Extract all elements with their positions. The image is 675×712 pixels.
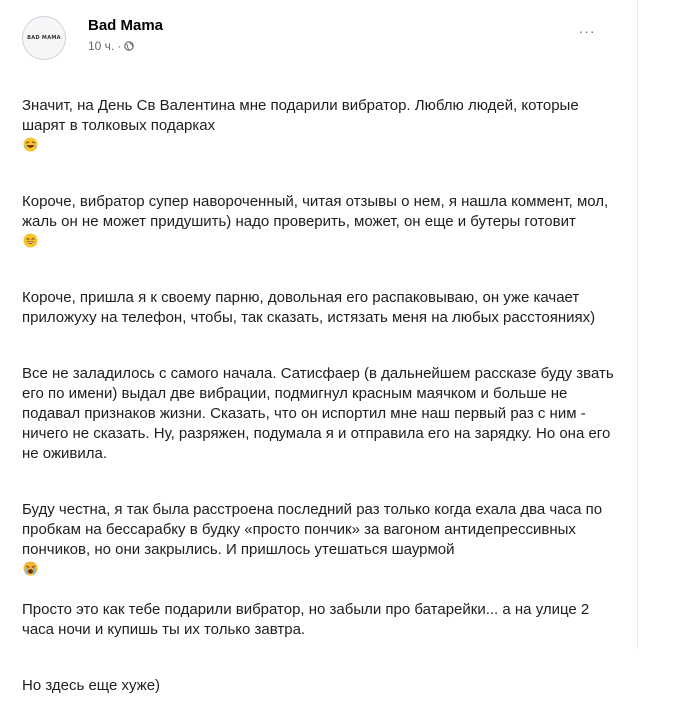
post-time[interactable]: 10 ч. (88, 39, 115, 53)
post-paragraph (22, 580, 622, 640)
avatar-logo-text: BAD MAMA (27, 35, 61, 41)
facebook-post (2, 0, 638, 694)
paragraph-text: Все не заладилось с самого начала. Сатисфаер (в дальнейшем рассказе буду звать его по имени) выдал две вибрации, подмигнул красным маячком и больше не подавал признаков жизни. Сказать, что он испортил мне наш первый раз с ним - ничего не сказать. Ну, разряжен, подумала я и отправила его на зарядку. Но она его не оживила. (22, 365, 614, 462)
paragraph-text: Короче, вибратор супер навороченный, читая отзывы о нем, я нашла коммент, мол, жаль он не может придушить) надо проверить, может, он еще и бутеры готовит (22, 193, 609, 230)
paragraph-text: Просто это как тебе подарили вибратор, но забыли про батарейки... а на улице 2 часа ночи и купишь ты их только завтра. (22, 601, 590, 638)
laughing-face-emoji (23, 137, 38, 152)
paragraph-text: Короче, пришла я к своему парню, довольная его распаковываю, он уже качает приложуху на телефон, чтобы, так сказать, истязать меня на любых расстояниях) (22, 289, 596, 326)
post-paragraph (22, 172, 622, 252)
more-dots-icon: ··· (578, 23, 596, 39)
post-body (22, 76, 622, 712)
post-meta (88, 39, 134, 53)
post-header (22, 14, 621, 62)
paragraph-text: Значит, на День Св Валентина мне подарили вибратор. Люблю людей, которые шарят в толковых подарках (22, 97, 579, 134)
post-paragraph (22, 344, 622, 464)
author-name[interactable]: Bad Mama (88, 17, 164, 34)
post-paragraph (22, 76, 622, 156)
smiling-face-emoji (23, 233, 38, 248)
post-paragraph (22, 268, 622, 328)
globe-icon[interactable] (124, 41, 134, 51)
avatar[interactable] (22, 16, 66, 60)
post-paragraph (22, 480, 622, 580)
meta-separator: · (117, 39, 122, 53)
crying-face-emoji (23, 561, 38, 576)
paragraph-text: Буду честна, я так была расстроена последний раз только когда ехала два часа по пробкам на бессарабку в будку «просто пончик» за вагоном антидепрессивных пончиков, но они закрылись. И пришлось утешаться шаурмой (22, 501, 603, 558)
paragraph-text: Но здесь еще хуже) (22, 677, 161, 694)
more-options-button[interactable] (575, 24, 599, 38)
post-paragraph (22, 656, 622, 696)
